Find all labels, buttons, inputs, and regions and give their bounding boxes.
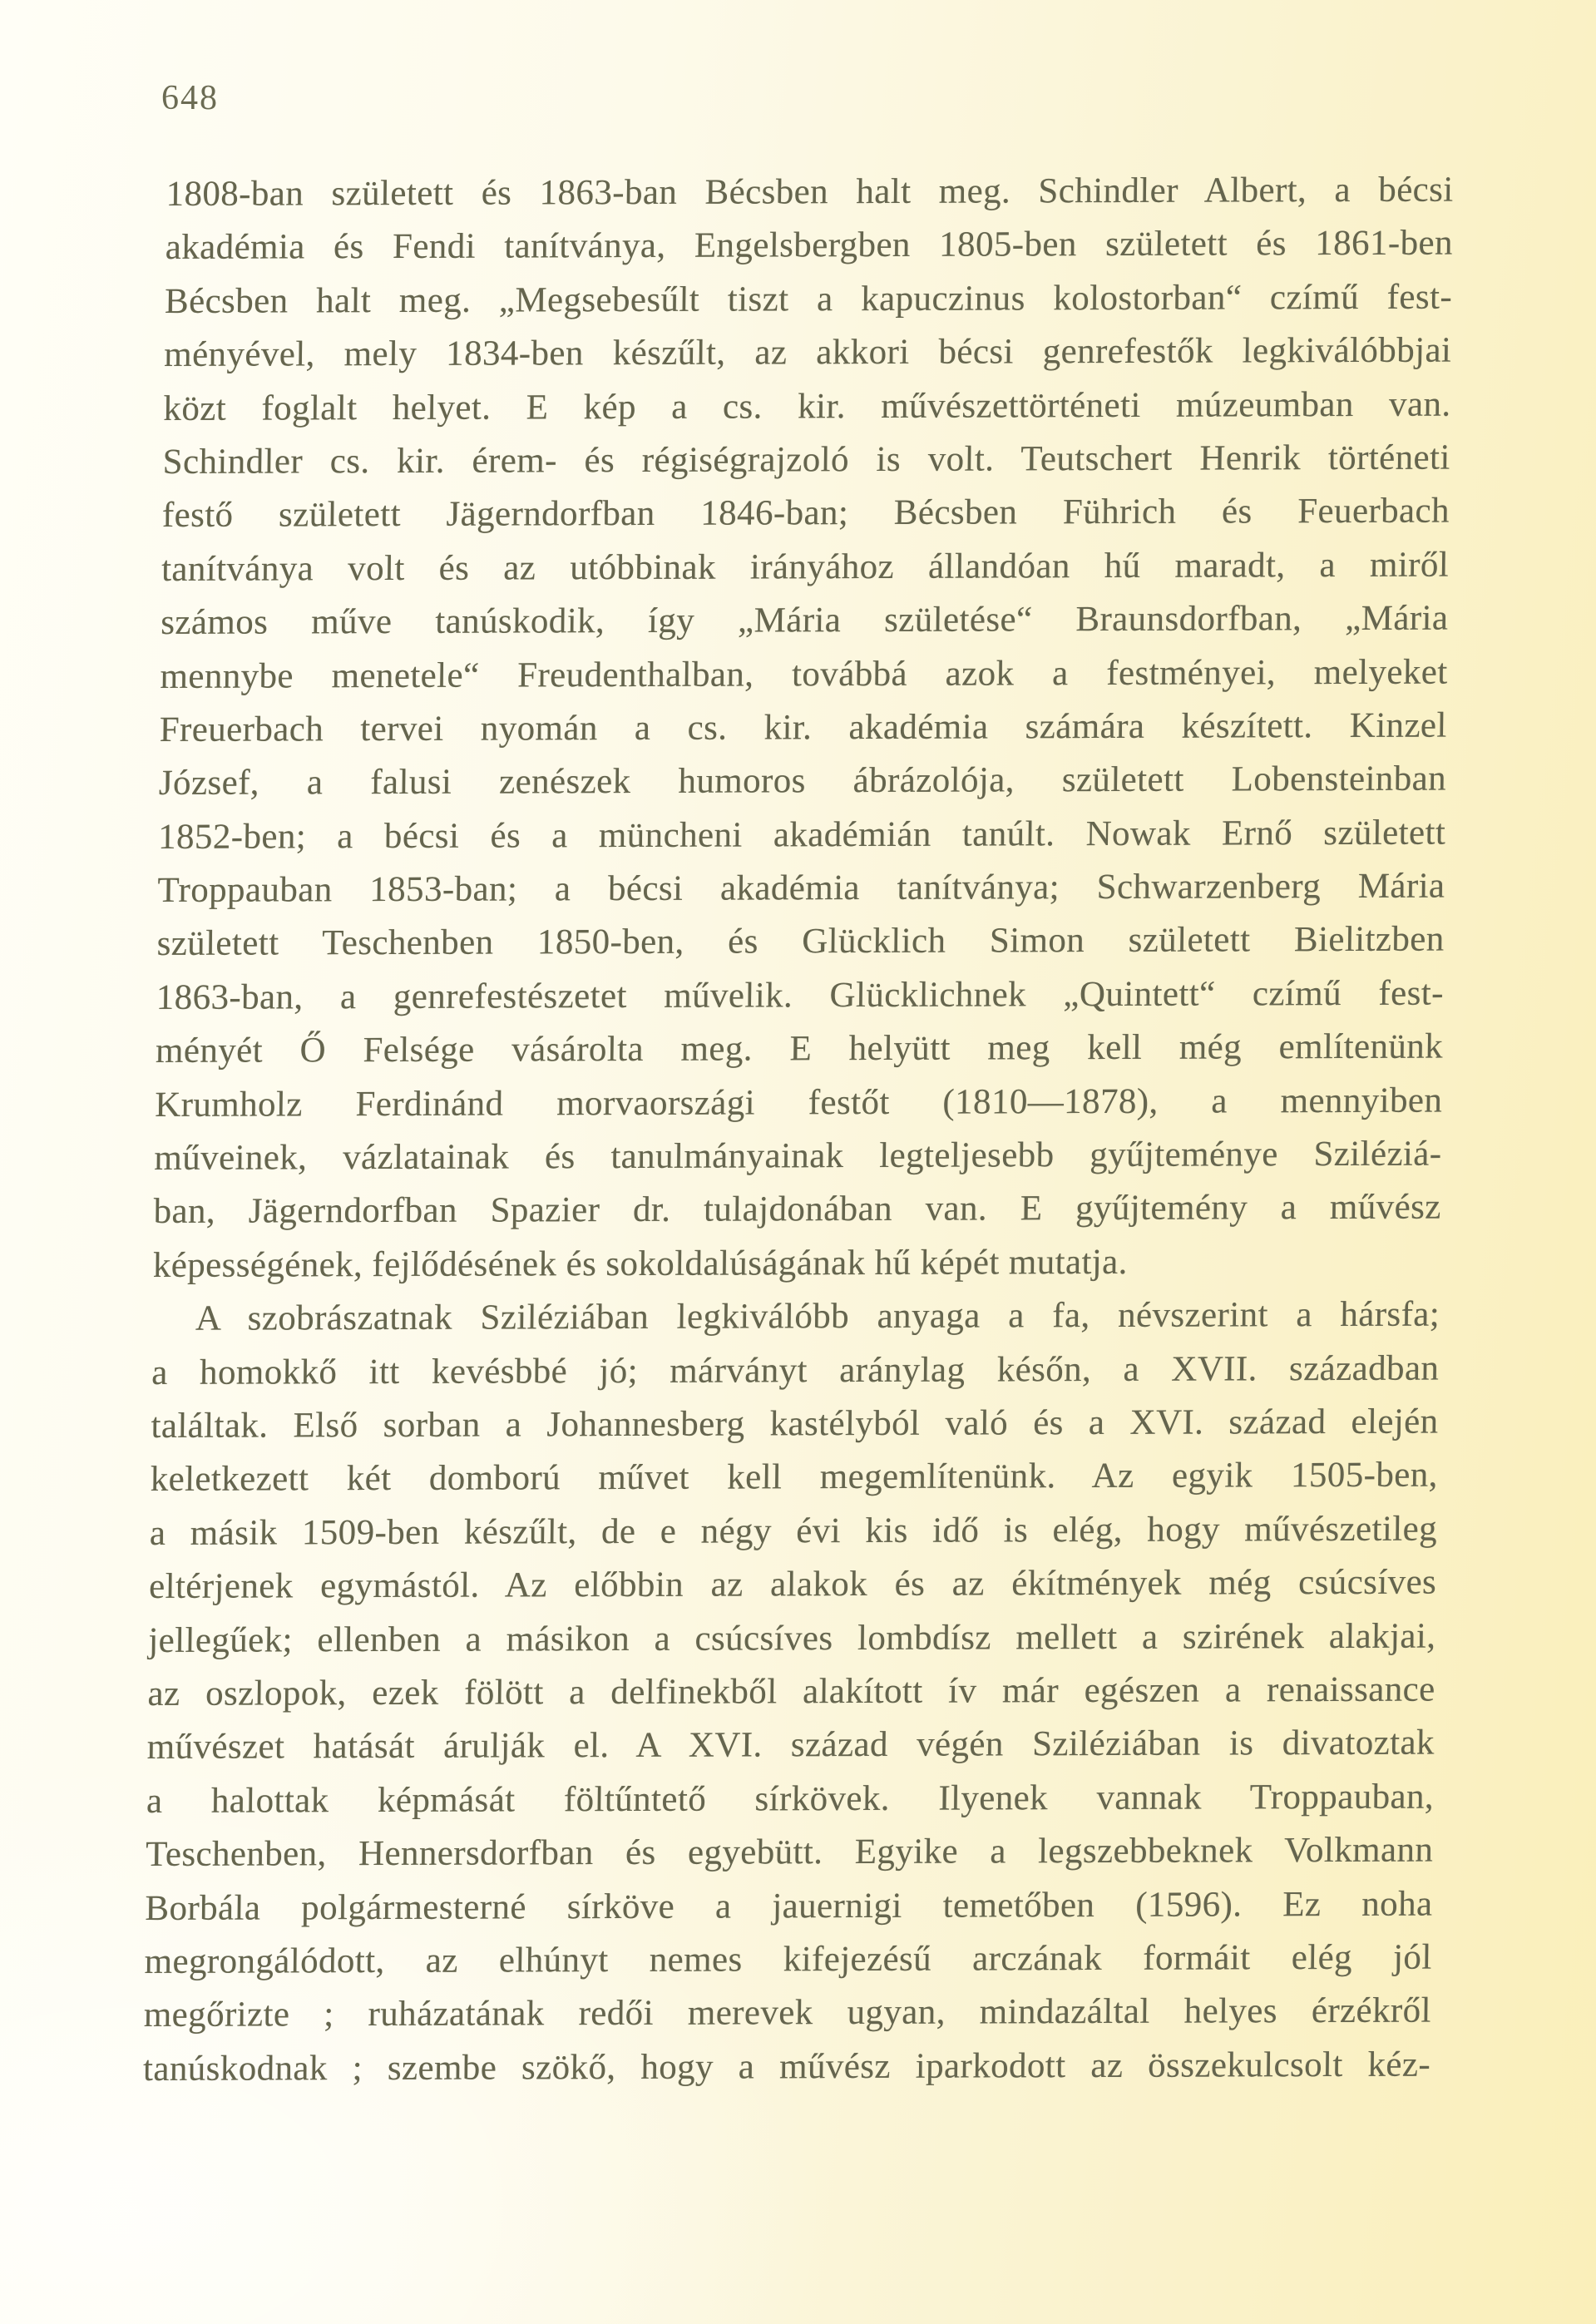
text-line: ményével, mely 1834-ben készűlt, az akkori bécsi genrefestők legkiválóbbjai: [163, 330, 1452, 375]
text-line: eltérjenek egymástól. Az előbbin az alakok és az ékítmények még csúcsíves: [148, 1562, 1437, 1607]
text-line: festő született Jägerndorfban 1846-ban; Bécsben Führich és Feuerbach: [161, 491, 1450, 536]
text-line: született Teschenben 1850-ben, és Glücklich Simon született Bielitzben: [156, 920, 1445, 964]
text-line: mennybe menetele“ Freudenthalban, továbbá azok a festményei, melyeket: [160, 652, 1448, 696]
text-line: műveinek, vázlatainak és tanulmányainak legteljesebb gyűjteménye Sziléziá-: [154, 1134, 1442, 1179]
text-line: ban, Jägerndorfban Spazier dr. tulajdonában van. E gyűjtemény a művész: [153, 1188, 1442, 1232]
text-line: az oszlopok, ezek fölött a delfinekből alakított ív már egészen a renaissance: [147, 1669, 1435, 1713]
text-line: megrongálódott, az elhúnyt nemes kifejezésű arczának formáit elég jól: [144, 1937, 1433, 1981]
text-line: számos műve tanúskodik, így „Mária születése“ Braunsdorfban, „Mária: [161, 598, 1449, 643]
text-line: Teschenben, Hennersdorfban és egyebütt. Egyike a legszebbeknek Volkmann: [145, 1830, 1434, 1875]
text-line: A szobrászatnak Sziléziában legkiválóbb anyaga a fa, névszerint a hársfa;: [195, 1294, 1440, 1339]
text-line: 1808-ban született és 1863-ban Bécsben halt meg. Schindler Albert, a bécsi: [166, 170, 1454, 214]
text-line: találtak. Első sorban a Johannesberg kastélyból való és a XVI. század elején: [151, 1402, 1439, 1446]
text-line: Troppauban 1853-ban; a bécsi akadémia tanítványa; Schwarzenberg Mária: [157, 866, 1445, 911]
text-line: közt foglalt helyet. E kép a cs. kir. művészettörténeti múzeumban van.: [163, 384, 1451, 428]
text-line: József, a falusi zenészek humoros ábrázolója, született Lobensteinban: [158, 759, 1447, 804]
text-line: megőrizte ; ruházatának redői merevek ugyan, mindazáltal helyes érzékről: [143, 1990, 1432, 2035]
body-text-block: [143, 164, 1454, 2096]
text-line: jellegűek; ellenben a másikon a csúcsíves lombdísz mellett a szirének alakjai,: [148, 1616, 1436, 1660]
text-line: keletkezett két domború művet kell megemlítenünk. Az egyik 1505-ben,: [150, 1455, 1439, 1500]
text-line: a homokkő itt kevésbbé jó; márványt aránylag későn, a XVII. században: [151, 1348, 1440, 1392]
text-line: művészet hatását árulják el. A XVI. század végén Sziléziában is divatoztak: [146, 1723, 1435, 1768]
text-line: ményét Ő Felsége vásárolta meg. E helyütt meg kell még említenünk: [155, 1026, 1444, 1071]
text-line: a halottak képmását föltűntető sírkövek. Ilyenek vannak Troppauban,: [146, 1777, 1435, 1821]
text-line: Bécsben halt meg. „Megsebesűlt tiszt a kapuczinus kolostorban“ czímű fest-: [164, 277, 1453, 321]
text-line: tanítványa volt és az utóbbinak irányához állandóan hű maradt, a miről: [161, 545, 1450, 589]
text-line: Freuerbach tervei nyomán a cs. kir. akadémia számára készített. Kinzel: [159, 705, 1448, 749]
text-line: Krumholz Ferdinánd morvaországi festőt (1810—1878), a mennyiben: [154, 1080, 1443, 1125]
text-line: Borbála polgármesterné sírköve a jauernigi temetőben (1596). Ez noha: [145, 1884, 1433, 1928]
text-line: képességének, fejlődésének és sokoldalúságának hű képét mutatja.: [152, 1242, 1129, 1285]
page-number: 648: [161, 79, 219, 117]
text-line: 1852-ben; a bécsi és a müncheni akadémián tanúlt. Nowak Ernő született: [157, 813, 1446, 857]
text-line: Schindler cs. kir. érem- és régiségrajzoló is volt. Teutschert Henrik történeti: [162, 438, 1451, 482]
text-line: 1863-ban, a genrefestészetet művelik. Glücklichnek „Quintett“ czímű fest-: [156, 973, 1445, 1017]
text-line: a másik 1509-ben készűlt, de e négy évi kis idő is elég, hogy művészetileg: [149, 1509, 1438, 1553]
text-line: tanúskodnak ; szembe szökő, hogy a művész iparkodott az összekulcsolt kéz-: [142, 2045, 1431, 2089]
text-line: akadémia és Fendi tanítványa, Engelsbergben 1805-ben született és 1861-ben: [165, 223, 1454, 268]
